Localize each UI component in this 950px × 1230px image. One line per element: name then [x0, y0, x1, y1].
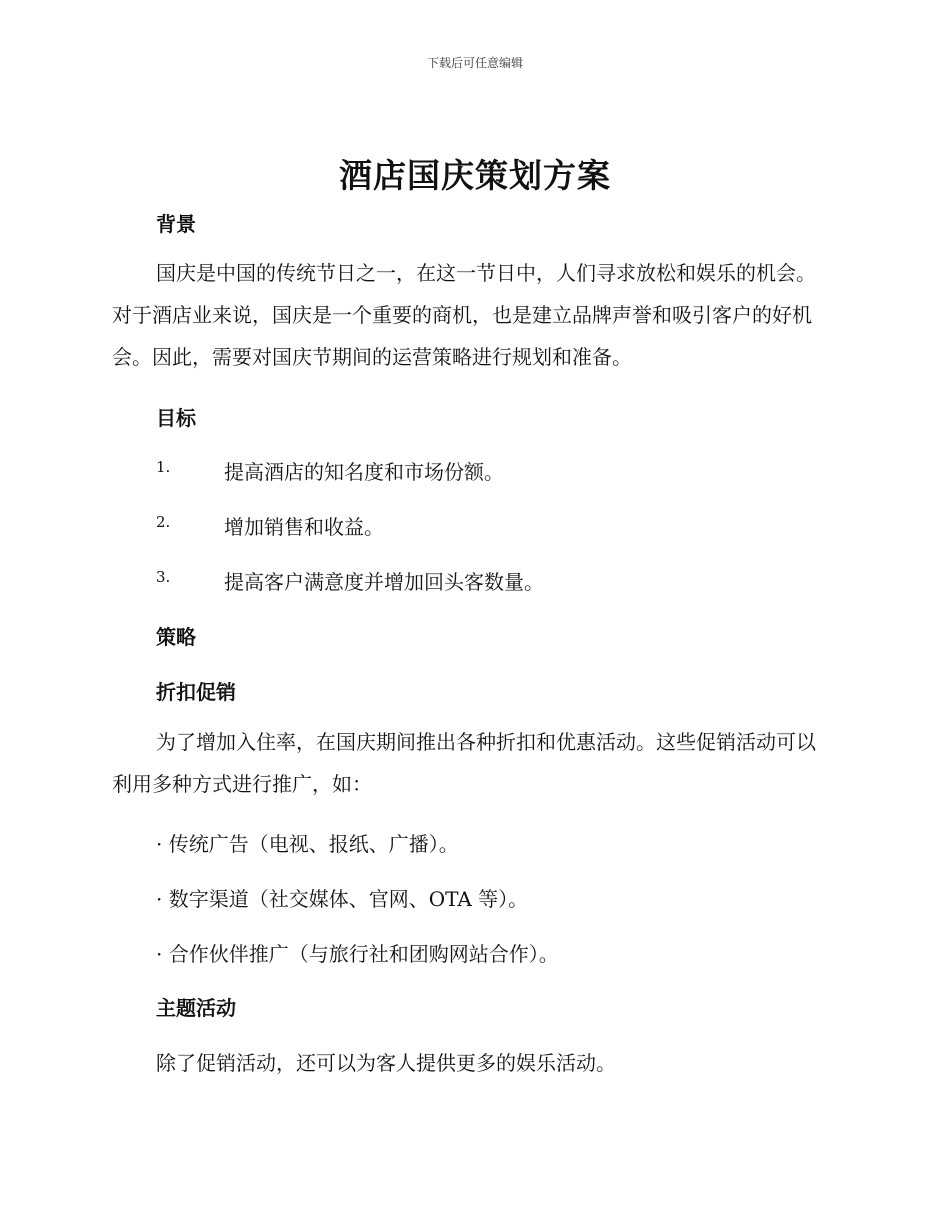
goal-text: 提高客户满意度并增加回头客数量。: [224, 570, 544, 594]
channel-item-3: · 合作伙伴推广（与旅行社和团购网站合作）。: [156, 942, 559, 966]
background-paragraph: 国庆是中国的传统节日之一，在这一节日中，人们寻求放松和娱乐的机会。对于酒店业来说，国庆是一个重要的商机，也是建立品牌声誉和吸引客户的好机会。因此，需要对国庆节期间的运营策略进行规划和准备。: [112, 261, 816, 369]
goal-number: 3.: [156, 568, 171, 586]
document-title: 酒店国庆策划方案: [339, 156, 611, 195]
channel-item-2: · 数字渠道（社交媒体、官网、OTA 等）。: [156, 887, 529, 911]
goal-number: 1.: [156, 458, 171, 476]
goal-text: 提高酒店的知名度和市场份额。: [224, 460, 504, 484]
heading-strategy: 策略: [156, 625, 196, 649]
channel-item-1: · 传统广告（电视、报纸、广播）。: [156, 832, 459, 856]
page-header-note: 下载后可任意编辑: [426, 56, 523, 70]
heading-background: 背景: [156, 212, 196, 236]
theme-paragraph: 除了促销活动，还可以为客人提供更多的娱乐活动。: [156, 1051, 616, 1075]
goal-number: 2.: [156, 513, 171, 531]
goal-text: 增加销售和收益。: [224, 515, 384, 539]
heading-discount: 折扣促销: [156, 680, 236, 704]
heading-theme: 主题活动: [156, 996, 236, 1020]
heading-goals: 目标: [156, 406, 196, 430]
discount-paragraph: 为了增加入住率，在国庆期间推出各种折扣和优惠活动。这些促销活动可以利用多种方式进行推广，如：: [112, 730, 816, 796]
